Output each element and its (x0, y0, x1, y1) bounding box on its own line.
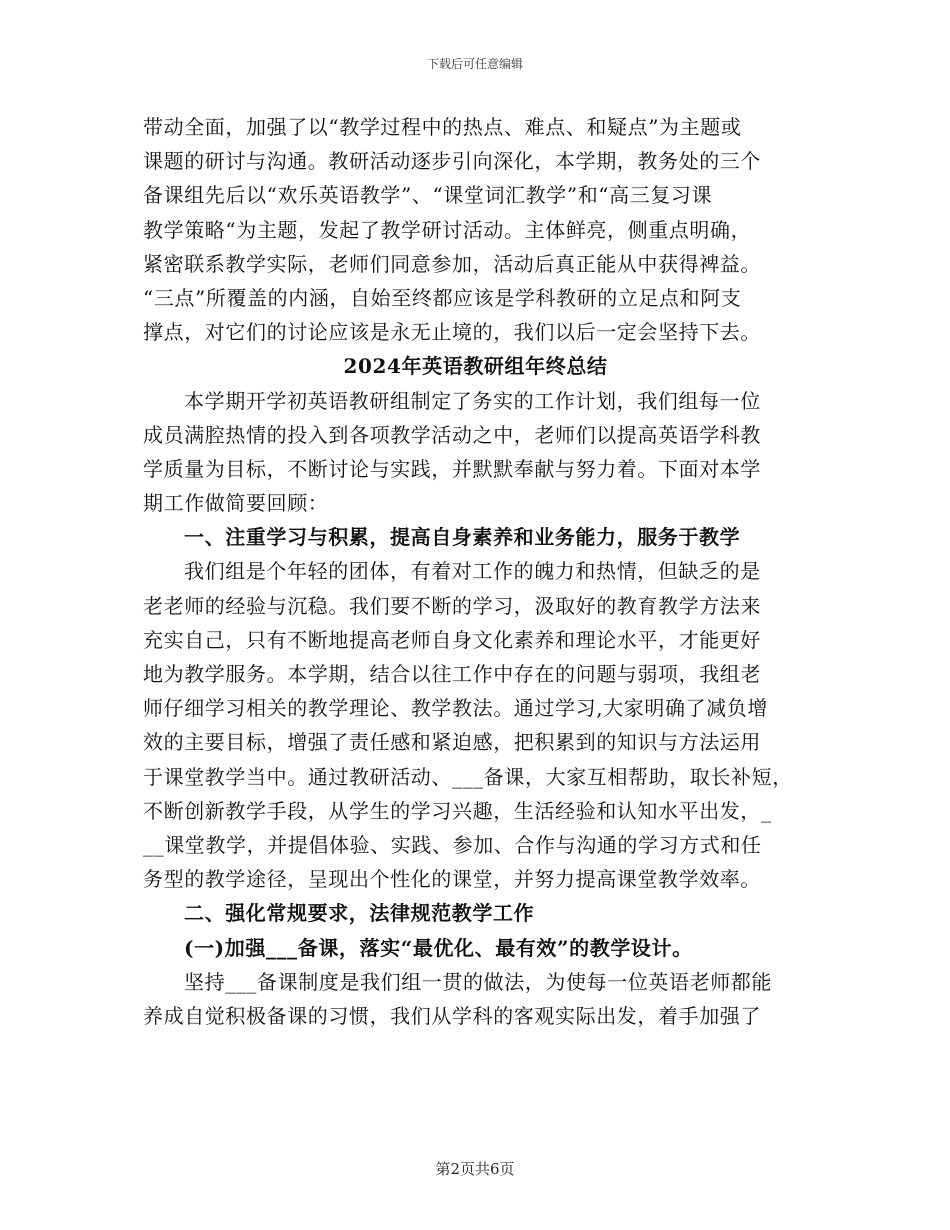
paragraph-line: 撑点，对它们的讨论应该是永无止境的，我们以后一定会坚持下去。 (143, 320, 761, 345)
paragraph-line: 于课堂教学当中。通过教研活动、___备课，大家互相帮助，取长补短， (143, 764, 793, 789)
paragraph-line: 紧密联系教学实际，老师们同意参加，活动后真正能从中获得裨益。 (143, 251, 761, 276)
page-number-footer: 第2页共6页 (435, 1160, 515, 1178)
paragraph-line: 教学策略“为主题，发起了教学研讨活动。主体鲜亮，侧重点明确， (143, 217, 752, 242)
paragraph-line: 老老师的经验与沉稳。我们要不断的学习，汲取好的教育教学方法来 (143, 593, 761, 618)
paragraph-line: 期工作做简要回顾： (143, 491, 329, 516)
paragraph-line: 坚持___备课制度是我们组一贯的做法，为使每一位英语老师都能 (184, 969, 772, 994)
paragraph-line: 养成自觉积极备课的习惯，我们从学科的客观实际出发，着手加强了 (143, 1003, 761, 1028)
paragraph-line: 地为教学服务。本学期，结合以往工作中存在的问题与弱项，我组老 (143, 662, 761, 686)
paragraph-line: 本学期开学初英语教研组制定了务实的工作计划，我们组每一位 (184, 388, 761, 413)
paragraph-line: 师仔细学习相关的教学理论、教学教法。通过学习,大家明确了减负增 (143, 696, 768, 721)
paragraph-line: 我们组是个年轻的团体，有着对工作的魄力和热情，但缺乏的是 (184, 559, 761, 584)
section-heading: 一、注重学习与积累，提高自身素养和业务能力，服务于教学 (184, 525, 741, 550)
page-header: 下载后可任意编辑 (426, 57, 523, 71)
paragraph-line: 成员满腔热情的投入到各项教学活动之中，老师们以提高英语学科教 (143, 422, 761, 447)
paragraph-line: 备课组先后以“欢乐英语教学”、“课堂词汇教学”和“高三复习课 (143, 183, 713, 208)
paragraph-line: 效的主要目标，增强了责任感和紧迫感，把积累到的知识与方法运用 (143, 730, 761, 755)
paragraph-line: 务型的教学途径，呈现出个性化的课堂，并努力提高课堂教学效率。 (143, 867, 761, 892)
document-body (143, 110, 808, 1033)
paragraph-line: 课题的研讨与沟通。教研活动逐步引向深化，本学期，教务处的三个 (143, 149, 761, 174)
paragraph-line: “三点”所覆盖的内涵，自始至终都应该是学科教研的立足点和阿支 (143, 285, 742, 310)
document-title: 2024年英语教研组年终总结 (343, 354, 608, 379)
section-heading: (一)加强___备课，落实“最优化、最有效”的教学设计。 (184, 935, 693, 960)
paragraph-line: 带动全面，加强了以“教学过程中的热点、难点、和疑点”为主题或 (143, 115, 742, 139)
section-heading: 二、强化常规要求，法律规范教学工作 (184, 901, 535, 926)
paragraph-line: __课堂教学，并提倡体验、实践、参加、合作与沟通的学习方式和任 (143, 832, 762, 857)
paragraph-line: 不断创新教学手段，从学生的学习兴趣，生活经验和认知水平出发，_ (143, 798, 772, 823)
paragraph-line: 学质量为目标，不断讨论与实践，并默默奉献与努力着。下面对本学 (143, 456, 761, 481)
paragraph-line: 充实自己，只有不断地提高老师自身文化素养和理论水平，才能更好 (143, 627, 761, 652)
